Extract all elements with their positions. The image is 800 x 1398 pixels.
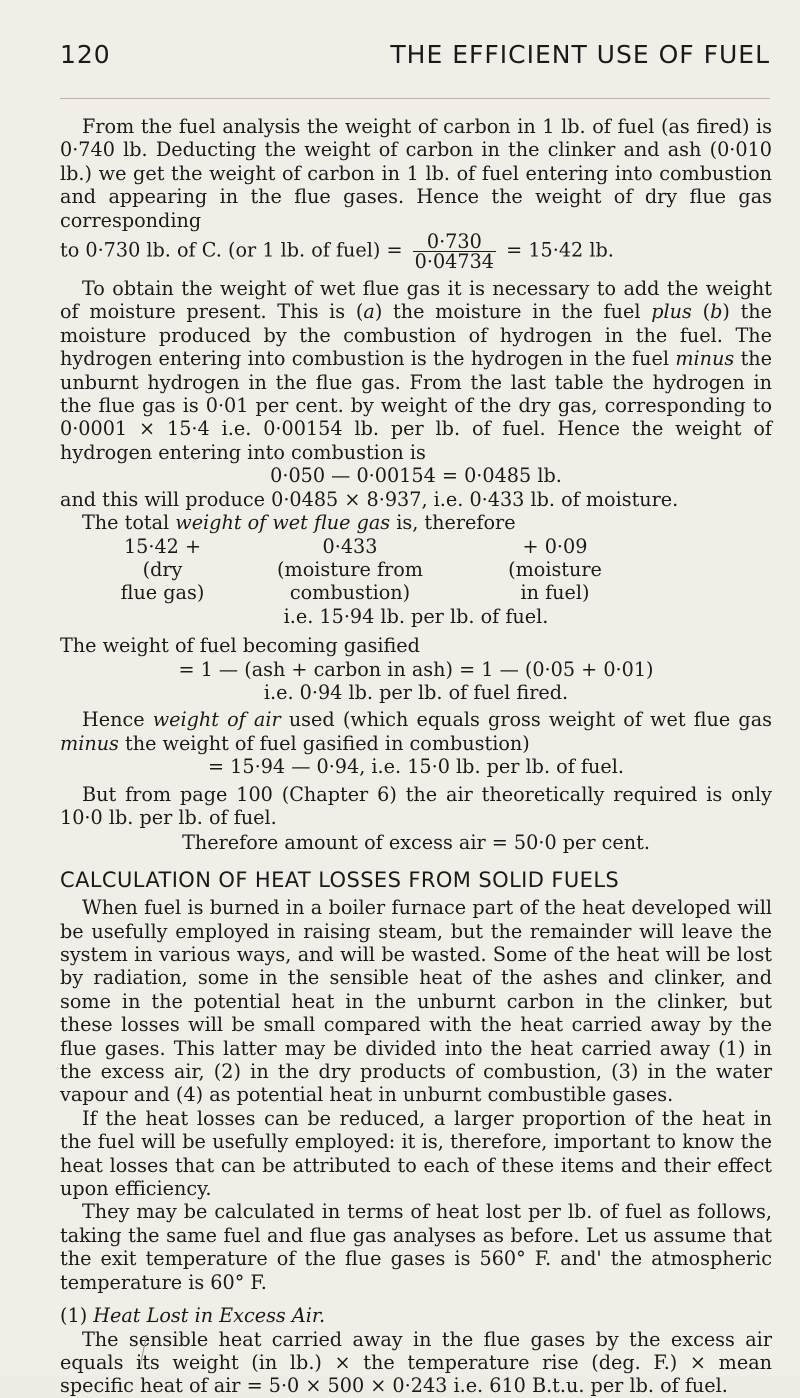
paragraph-fuel-gasified: The weight of fuel becoming gasified xyxy=(60,634,420,658)
fraction xyxy=(413,230,496,274)
equation-suffix: = 15·42 lb. xyxy=(506,238,614,262)
equation-hydrogen: 0·050 — 0·00154 = 0·0485 lb. xyxy=(270,464,562,488)
sum-label: flue gas) xyxy=(120,581,205,605)
sum-labels-row-2 xyxy=(80,581,772,604)
sum-label: (moisture xyxy=(508,557,602,581)
page-number: 120 xyxy=(60,40,111,69)
paragraph-excess-air-heat: The sensible heat carried away in the flue gases by the excess air equals its weight (in lb.) × the temperature rise (deg. F.) × mean specific heat of air = 5·0 × 500 × 0·243 i.e. 610 B.t.u. per lb. of fuel. xyxy=(60,1327,772,1398)
equation-gasified: = 1 — (ash + carbon in ash) = 1 — (0·05 + 0·01) xyxy=(178,657,654,681)
page-header xyxy=(60,40,770,80)
fraction-denominator: 0·04734 xyxy=(414,250,495,274)
paragraph-weight-of-air: Hence weight of air used (which equals gross weight of wet flue gas minus the weight of fuel gasified in combustion) xyxy=(60,708,772,755)
sum-value-combustion: 0·433 xyxy=(322,534,378,558)
subsection-heading: (1) Heat Lost in Excess Air. xyxy=(60,1304,326,1328)
fraction-numerator: 0·730 xyxy=(413,232,496,252)
running-title: THE EFFICIENT USE OF FUEL xyxy=(390,40,770,69)
equation-gasified-result: i.e. 0·94 lb. per lb. of fuel fired. xyxy=(263,680,569,704)
equation-prefix: to 0·730 lb. of C. (or 1 lb. of fuel) = xyxy=(60,238,403,262)
paragraph-calculation-method: They may be calculated in terms of heat lost per lb. of fuel as follows, taking the same fuel and flue gas analyses as before. Let us assume that the exit temperature of the flue gases is 560° F. and' the atmospheric temperature is 60° F. xyxy=(60,1200,772,1294)
page-body xyxy=(60,115,772,1398)
sum-values-row xyxy=(80,535,772,558)
paragraph-carbon-weight: From the fuel analysis the weight of carbon in 1 lb. of fuel (as fired) is 0·740 lb. Deducting the weight of carbon in the clinker and ash (0·010 lb.) we get the weight of carbon in 1 lb. of fuel entering into combustion and appearing in the flue gases. Hence the weight of dry flue gas corresponding xyxy=(60,115,772,232)
equation-dry-flue-gas xyxy=(60,230,772,274)
section-title: CALCULATION OF HEAT LOSSES FROM SOLID FUELS xyxy=(60,867,620,892)
sum-labels-row-1 xyxy=(80,558,772,581)
sum-result: i.e. 15·94 lb. per lb. of fuel. xyxy=(283,604,549,628)
paragraph-theoretical-air: But from page 100 (Chapter 6) the air theoretically required is only 10·0 lb. per lb. of fuel. xyxy=(60,782,772,829)
sum-label: in fuel) xyxy=(520,581,590,605)
paragraph-total-weight: The total weight of wet flue gas is, therefore xyxy=(82,511,516,535)
sum-value-fuel: + 0·09 xyxy=(522,534,588,558)
sum-value-dry: 15·42 + xyxy=(123,534,202,558)
paragraph-moisture: and this will produce 0·0485 × 8·937, i.e. 0·433 lb. of moisture. xyxy=(60,487,679,511)
paragraph-wet-flue-gas: To obtain the weight of wet flue gas it is necessary to add the weight of moisture present. This is (a) the moisture in the fuel plus (b) the moisture produced by the combustion of hydrogen in the fuel. The hydrogen entering into combustion is the hydrogen in the fuel minus the unburnt hydrogen in the flue gas. From the last table the hydrogen in the flue gas is 0·01 per cent. by weight of the dry gas, corresponding to 0·0001 × 15·4 i.e. 0·00154 lb. per lb. of fuel. Hence the weight of hydrogen entering into combustion is xyxy=(60,277,773,464)
sum-label: combustion) xyxy=(289,581,411,605)
paragraph-heat-losses: When fuel is burned in a boiler furnace part of the heat developed will be usefully employed in raising steam, but the remainder will leave the system in various ways, and will be wasted. Some of the heat will be lost by radiation, some in the sensible heat of the ashes and clinker, and some in the potential heat in the unburnt carbon in the clinker, but these losses will be small compared with the heat carried away by the flue gases. This latter may be divided into the heat carried away (1) in the excess air, (2) in the dry products of combustion, (3) in the water vapour and (4) as potential heat in unburnt combustible gases. xyxy=(60,896,772,1107)
paragraph-reduce-losses: If the heat losses can be reduced, a larger proportion of the heat in the fuel will be usefully employed: it is, therefore, important to know the heat losses that can be attributed to each of these items and their effect upon efficiency. xyxy=(60,1106,772,1201)
equation-air: = 15·94 — 0·94, i.e. 15·0 lb. per lb. of fuel. xyxy=(208,755,624,779)
sum-label: (dry xyxy=(142,557,183,581)
excess-air-result: Therefore amount of excess air = 50·0 per cent. xyxy=(182,831,650,855)
header-rule xyxy=(60,98,770,99)
sum-label: (moisture from xyxy=(277,557,423,581)
